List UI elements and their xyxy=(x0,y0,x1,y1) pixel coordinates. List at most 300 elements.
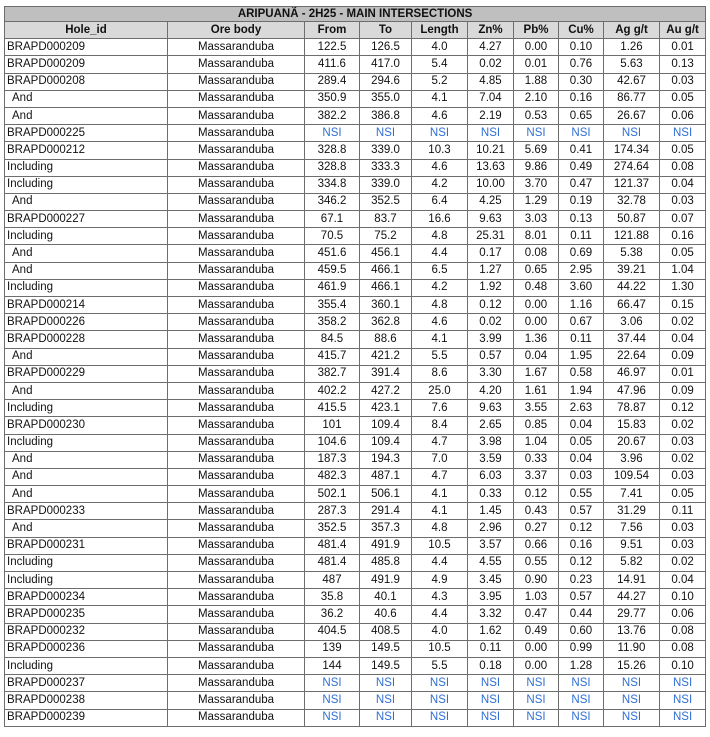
to-cell: 355.0 xyxy=(360,90,412,107)
ore-body-cell: Massaranduba xyxy=(168,382,305,399)
cu-cell: 0.49 xyxy=(559,159,604,176)
length-cell: 16.6 xyxy=(412,211,468,228)
ag-cell: 15.26 xyxy=(604,657,660,674)
cu-cell: NSI xyxy=(559,709,604,726)
column-header-au: Au g/t xyxy=(660,22,706,39)
from-cell: 411.6 xyxy=(305,56,360,73)
from-cell: 404.5 xyxy=(305,623,360,640)
cu-cell: 0.65 xyxy=(559,107,604,124)
ag-cell: 9.51 xyxy=(604,537,660,554)
cu-cell: 1.28 xyxy=(559,657,604,674)
length-cell: 4.0 xyxy=(412,623,468,640)
au-cell: 0.05 xyxy=(660,142,706,159)
table-row xyxy=(5,159,706,176)
to-cell: 339.0 xyxy=(360,142,412,159)
ore-body-cell: Massaranduba xyxy=(168,537,305,554)
length-cell: 4.4 xyxy=(412,606,468,623)
ore-body-cell: Massaranduba xyxy=(168,365,305,382)
from-cell: 502.1 xyxy=(305,486,360,503)
ore-body-cell: Massaranduba xyxy=(168,675,305,692)
cu-cell: 0.69 xyxy=(559,245,604,262)
au-cell: 0.04 xyxy=(660,572,706,589)
zn-cell: 0.57 xyxy=(468,348,514,365)
au-cell: 0.08 xyxy=(660,640,706,657)
from-cell: 352.5 xyxy=(305,520,360,537)
ag-cell: NSI xyxy=(604,125,660,142)
column-header-length: Length xyxy=(412,22,468,39)
ag-cell: 7.56 xyxy=(604,520,660,537)
to-cell: 466.1 xyxy=(360,262,412,279)
ag-cell: 3.06 xyxy=(604,314,660,331)
cu-cell: 1.95 xyxy=(559,348,604,365)
cu-cell: 0.04 xyxy=(559,417,604,434)
length-cell: 4.4 xyxy=(412,554,468,571)
zn-cell: 3.99 xyxy=(468,331,514,348)
ore-body-cell: Massaranduba xyxy=(168,142,305,159)
cu-cell: NSI xyxy=(559,675,604,692)
to-cell: 391.4 xyxy=(360,365,412,382)
zn-cell: 3.45 xyxy=(468,572,514,589)
from-cell: 481.4 xyxy=(305,537,360,554)
ag-cell: 29.77 xyxy=(604,606,660,623)
cu-cell: 0.16 xyxy=(559,537,604,554)
from-cell: 415.5 xyxy=(305,400,360,417)
from-cell: 451.6 xyxy=(305,245,360,262)
au-cell: NSI xyxy=(660,692,706,709)
pb-cell: 1.29 xyxy=(514,193,559,210)
ag-cell: 13.76 xyxy=(604,623,660,640)
from-cell: NSI xyxy=(305,692,360,709)
hole-id-cell: And xyxy=(5,193,168,210)
au-cell: 0.06 xyxy=(660,606,706,623)
hole-id-cell: And xyxy=(5,107,168,124)
pb-cell: 0.01 xyxy=(514,56,559,73)
ore-body-cell: Massaranduba xyxy=(168,503,305,520)
ag-cell: 274.64 xyxy=(604,159,660,176)
ag-cell: 174.34 xyxy=(604,142,660,159)
hole-id-cell: BRAPD000212 xyxy=(5,142,168,159)
from-cell: 328.8 xyxy=(305,159,360,176)
pb-cell: NSI xyxy=(514,125,559,142)
ore-body-cell: Massaranduba xyxy=(168,245,305,262)
table-row xyxy=(5,417,706,434)
table-row xyxy=(5,589,706,606)
to-cell: 466.1 xyxy=(360,279,412,296)
au-cell: 0.07 xyxy=(660,211,706,228)
au-cell: 0.06 xyxy=(660,107,706,124)
length-cell: 4.3 xyxy=(412,589,468,606)
to-cell: 491.9 xyxy=(360,537,412,554)
from-cell: 84.5 xyxy=(305,331,360,348)
pb-cell: 8.01 xyxy=(514,228,559,245)
cu-cell: 0.23 xyxy=(559,572,604,589)
zn-cell: 0.18 xyxy=(468,657,514,674)
ore-body-cell: Massaranduba xyxy=(168,331,305,348)
ag-cell: 5.63 xyxy=(604,56,660,73)
from-cell: 358.2 xyxy=(305,314,360,331)
to-cell: NSI xyxy=(360,125,412,142)
zn-cell: 3.59 xyxy=(468,451,514,468)
cu-cell: 0.11 xyxy=(559,331,604,348)
pb-cell: 0.43 xyxy=(514,503,559,520)
from-cell: 289.4 xyxy=(305,73,360,90)
hole-id-cell: Including xyxy=(5,176,168,193)
au-cell: 0.02 xyxy=(660,314,706,331)
ag-cell: 44.22 xyxy=(604,279,660,296)
cu-cell: 1.94 xyxy=(559,382,604,399)
zn-cell: 10.21 xyxy=(468,142,514,159)
length-cell: 4.6 xyxy=(412,107,468,124)
ag-cell: NSI xyxy=(604,675,660,692)
ag-cell: 37.44 xyxy=(604,331,660,348)
hole-id-cell: BRAPD000234 xyxy=(5,589,168,606)
pb-cell: 1.36 xyxy=(514,331,559,348)
table-row xyxy=(5,228,706,245)
ore-body-cell: Massaranduba xyxy=(168,279,305,296)
ore-body-cell: Massaranduba xyxy=(168,297,305,314)
to-cell: 40.6 xyxy=(360,606,412,623)
table-title: ARIPUANÃ - 2H25 - MAIN INTERSECTIONS xyxy=(5,7,706,22)
au-cell: 0.08 xyxy=(660,159,706,176)
length-cell: 7.0 xyxy=(412,451,468,468)
zn-cell: 9.63 xyxy=(468,400,514,417)
table-row xyxy=(5,125,706,142)
hole-id-cell: Including xyxy=(5,400,168,417)
from-cell: 459.5 xyxy=(305,262,360,279)
au-cell: 0.03 xyxy=(660,468,706,485)
to-cell: 83.7 xyxy=(360,211,412,228)
to-cell: 149.5 xyxy=(360,640,412,657)
ore-body-cell: Massaranduba xyxy=(168,692,305,709)
column-header-ag: Ag g/t xyxy=(604,22,660,39)
zn-cell: 6.03 xyxy=(468,468,514,485)
length-cell: 4.8 xyxy=(412,228,468,245)
cu-cell: 3.60 xyxy=(559,279,604,296)
pb-cell: 1.67 xyxy=(514,365,559,382)
hole-id-cell: And xyxy=(5,520,168,537)
from-cell: 355.4 xyxy=(305,297,360,314)
intersections-table-container xyxy=(4,6,706,727)
length-cell: 4.1 xyxy=(412,331,468,348)
zn-cell: NSI xyxy=(468,675,514,692)
ag-cell: 14.91 xyxy=(604,572,660,589)
table-row xyxy=(5,692,706,709)
zn-cell: 0.12 xyxy=(468,297,514,314)
pb-cell: 1.88 xyxy=(514,73,559,90)
ore-body-cell: Massaranduba xyxy=(168,640,305,657)
ore-body-cell: Massaranduba xyxy=(168,520,305,537)
ag-cell: 32.78 xyxy=(604,193,660,210)
length-cell: 10.5 xyxy=(412,640,468,657)
length-cell: 4.8 xyxy=(412,520,468,537)
au-cell: 0.05 xyxy=(660,486,706,503)
table-row xyxy=(5,176,706,193)
pb-cell: 0.90 xyxy=(514,572,559,589)
length-cell: 4.2 xyxy=(412,279,468,296)
ore-body-cell: Massaranduba xyxy=(168,228,305,245)
pb-cell: 0.65 xyxy=(514,262,559,279)
hole-id-cell: BRAPD000229 xyxy=(5,365,168,382)
ag-cell: 26.67 xyxy=(604,107,660,124)
au-cell: 0.05 xyxy=(660,245,706,262)
table-row xyxy=(5,572,706,589)
zn-cell: 2.96 xyxy=(468,520,514,537)
au-cell: 0.16 xyxy=(660,228,706,245)
hole-id-cell: BRAPD000225 xyxy=(5,125,168,142)
to-cell: 506.1 xyxy=(360,486,412,503)
length-cell: NSI xyxy=(412,125,468,142)
from-cell: 70.5 xyxy=(305,228,360,245)
au-cell: 0.09 xyxy=(660,348,706,365)
hole-id-cell: Including xyxy=(5,159,168,176)
hole-id-cell: BRAPD000238 xyxy=(5,692,168,709)
table-row xyxy=(5,537,706,554)
table-row xyxy=(5,245,706,262)
length-cell: 4.7 xyxy=(412,434,468,451)
cu-cell: 1.16 xyxy=(559,297,604,314)
pb-cell: 3.55 xyxy=(514,400,559,417)
cu-cell: 0.57 xyxy=(559,503,604,520)
from-cell: 35.8 xyxy=(305,589,360,606)
ag-cell: 50.87 xyxy=(604,211,660,228)
hole-id-cell: BRAPD000231 xyxy=(5,537,168,554)
hole-id-cell: And xyxy=(5,262,168,279)
zn-cell: NSI xyxy=(468,125,514,142)
cu-cell: 0.12 xyxy=(559,520,604,537)
pb-cell: 3.70 xyxy=(514,176,559,193)
au-cell: 0.05 xyxy=(660,90,706,107)
ag-cell: 3.96 xyxy=(604,451,660,468)
pb-cell: 3.37 xyxy=(514,468,559,485)
table-row xyxy=(5,675,706,692)
au-cell: 0.10 xyxy=(660,657,706,674)
to-cell: 88.6 xyxy=(360,331,412,348)
ag-cell: 78.87 xyxy=(604,400,660,417)
table-row xyxy=(5,365,706,382)
hole-id-cell: BRAPD000226 xyxy=(5,314,168,331)
au-cell: 0.08 xyxy=(660,623,706,640)
from-cell: 287.3 xyxy=(305,503,360,520)
hole-id-cell: And xyxy=(5,382,168,399)
hole-id-cell: Including xyxy=(5,434,168,451)
length-cell: NSI xyxy=(412,709,468,726)
table-row xyxy=(5,297,706,314)
table-row xyxy=(5,400,706,417)
zn-cell: 4.85 xyxy=(468,73,514,90)
from-cell: 328.8 xyxy=(305,142,360,159)
cu-cell: 0.41 xyxy=(559,142,604,159)
intersections-table xyxy=(4,6,706,727)
zn-cell: 7.04 xyxy=(468,90,514,107)
cu-cell: 0.16 xyxy=(559,90,604,107)
ore-body-cell: Massaranduba xyxy=(168,434,305,451)
cu-cell: 0.04 xyxy=(559,451,604,468)
ag-cell: 1.26 xyxy=(604,39,660,56)
table-row xyxy=(5,348,706,365)
pb-cell: 0.33 xyxy=(514,451,559,468)
from-cell: 187.3 xyxy=(305,451,360,468)
au-cell: 0.02 xyxy=(660,554,706,571)
ore-body-cell: Massaranduba xyxy=(168,107,305,124)
cu-cell: 0.57 xyxy=(559,589,604,606)
to-cell: 491.9 xyxy=(360,572,412,589)
ore-body-cell: Massaranduba xyxy=(168,486,305,503)
table-row xyxy=(5,90,706,107)
length-cell: 4.4 xyxy=(412,245,468,262)
column-header-row xyxy=(5,22,706,39)
cu-cell: 0.58 xyxy=(559,365,604,382)
table-row xyxy=(5,468,706,485)
to-cell: 109.4 xyxy=(360,434,412,451)
to-cell: 294.6 xyxy=(360,73,412,90)
hole-id-cell: And xyxy=(5,245,168,262)
from-cell: 382.7 xyxy=(305,365,360,382)
pb-cell: 0.00 xyxy=(514,297,559,314)
pb-cell: 0.48 xyxy=(514,279,559,296)
zn-cell: 0.02 xyxy=(468,56,514,73)
au-cell: 0.04 xyxy=(660,176,706,193)
column-header-to: To xyxy=(360,22,412,39)
pb-cell: 0.08 xyxy=(514,245,559,262)
length-cell: 7.6 xyxy=(412,400,468,417)
cu-cell: 0.12 xyxy=(559,554,604,571)
au-cell: 0.02 xyxy=(660,451,706,468)
table-row xyxy=(5,606,706,623)
pb-cell: 0.00 xyxy=(514,314,559,331)
ag-cell: 20.67 xyxy=(604,434,660,451)
from-cell: 402.2 xyxy=(305,382,360,399)
hole-id-cell: And xyxy=(5,348,168,365)
ag-cell: 44.27 xyxy=(604,589,660,606)
zn-cell: 13.63 xyxy=(468,159,514,176)
from-cell: 104.6 xyxy=(305,434,360,451)
table-title-row xyxy=(5,7,706,22)
ag-cell: NSI xyxy=(604,709,660,726)
table-row xyxy=(5,39,706,56)
ore-body-cell: Massaranduba xyxy=(168,39,305,56)
pb-cell: 0.53 xyxy=(514,107,559,124)
cu-cell: 0.47 xyxy=(559,176,604,193)
zn-cell: 0.11 xyxy=(468,640,514,657)
au-cell: 0.11 xyxy=(660,503,706,520)
au-cell: 0.03 xyxy=(660,537,706,554)
ore-body-cell: Massaranduba xyxy=(168,125,305,142)
table-row xyxy=(5,623,706,640)
from-cell: 481.4 xyxy=(305,554,360,571)
ag-cell: 11.90 xyxy=(604,640,660,657)
ag-cell: 47.96 xyxy=(604,382,660,399)
to-cell: 126.5 xyxy=(360,39,412,56)
table-row xyxy=(5,451,706,468)
zn-cell: NSI xyxy=(468,692,514,709)
table-row xyxy=(5,211,706,228)
zn-cell: 3.32 xyxy=(468,606,514,623)
hole-id-cell: BRAPD000209 xyxy=(5,39,168,56)
cu-cell: 0.44 xyxy=(559,606,604,623)
cu-cell: 0.60 xyxy=(559,623,604,640)
zn-cell: NSI xyxy=(468,709,514,726)
au-cell: 0.13 xyxy=(660,56,706,73)
au-cell: NSI xyxy=(660,125,706,142)
to-cell: 75.2 xyxy=(360,228,412,245)
ore-body-cell: Massaranduba xyxy=(168,589,305,606)
hole-id-cell: And xyxy=(5,451,168,468)
to-cell: 485.8 xyxy=(360,554,412,571)
table-row xyxy=(5,314,706,331)
au-cell: 0.03 xyxy=(660,73,706,90)
length-cell: 25.0 xyxy=(412,382,468,399)
hole-id-cell: And xyxy=(5,468,168,485)
from-cell: 350.9 xyxy=(305,90,360,107)
ag-cell: 7.41 xyxy=(604,486,660,503)
table-row xyxy=(5,193,706,210)
zn-cell: 4.27 xyxy=(468,39,514,56)
pb-cell: 0.27 xyxy=(514,520,559,537)
ore-body-cell: Massaranduba xyxy=(168,56,305,73)
cu-cell: NSI xyxy=(559,125,604,142)
length-cell: 4.1 xyxy=(412,90,468,107)
length-cell: 5.4 xyxy=(412,56,468,73)
ag-cell: 109.54 xyxy=(604,468,660,485)
table-row xyxy=(5,434,706,451)
from-cell: 415.7 xyxy=(305,348,360,365)
length-cell: NSI xyxy=(412,692,468,709)
ore-body-cell: Massaranduba xyxy=(168,657,305,674)
hole-id-cell: BRAPD000237 xyxy=(5,675,168,692)
length-cell: 4.8 xyxy=(412,297,468,314)
table-row xyxy=(5,331,706,348)
to-cell: 291.4 xyxy=(360,503,412,520)
to-cell: NSI xyxy=(360,675,412,692)
length-cell: 4.9 xyxy=(412,572,468,589)
zn-cell: 4.20 xyxy=(468,382,514,399)
zn-cell: 3.30 xyxy=(468,365,514,382)
hole-id-cell: BRAPD000214 xyxy=(5,297,168,314)
to-cell: 352.5 xyxy=(360,193,412,210)
to-cell: 40.1 xyxy=(360,589,412,606)
to-cell: 194.3 xyxy=(360,451,412,468)
au-cell: 0.04 xyxy=(660,331,706,348)
ag-cell: 121.37 xyxy=(604,176,660,193)
pb-cell: 0.00 xyxy=(514,657,559,674)
hole-id-cell: Including xyxy=(5,554,168,571)
ore-body-cell: Massaranduba xyxy=(168,159,305,176)
from-cell: 487 xyxy=(305,572,360,589)
au-cell: 0.01 xyxy=(660,365,706,382)
length-cell: 4.1 xyxy=(412,503,468,520)
au-cell: 1.30 xyxy=(660,279,706,296)
au-cell: 0.12 xyxy=(660,400,706,417)
to-cell: 408.5 xyxy=(360,623,412,640)
from-cell: 482.3 xyxy=(305,468,360,485)
column-header-cu: Cu% xyxy=(559,22,604,39)
ag-cell: 5.82 xyxy=(604,554,660,571)
hole-id-cell: BRAPD000230 xyxy=(5,417,168,434)
ore-body-cell: Massaranduba xyxy=(168,417,305,434)
ag-cell: 5.38 xyxy=(604,245,660,262)
zn-cell: 9.63 xyxy=(468,211,514,228)
zn-cell: 3.98 xyxy=(468,434,514,451)
cu-cell: 0.11 xyxy=(559,228,604,245)
au-cell: 0.09 xyxy=(660,382,706,399)
length-cell: 5.2 xyxy=(412,73,468,90)
from-cell: NSI xyxy=(305,709,360,726)
length-cell: 5.5 xyxy=(412,348,468,365)
length-cell: 4.2 xyxy=(412,176,468,193)
hole-id-cell: BRAPD000232 xyxy=(5,623,168,640)
ore-body-cell: Massaranduba xyxy=(168,193,305,210)
ore-body-cell: Massaranduba xyxy=(168,606,305,623)
